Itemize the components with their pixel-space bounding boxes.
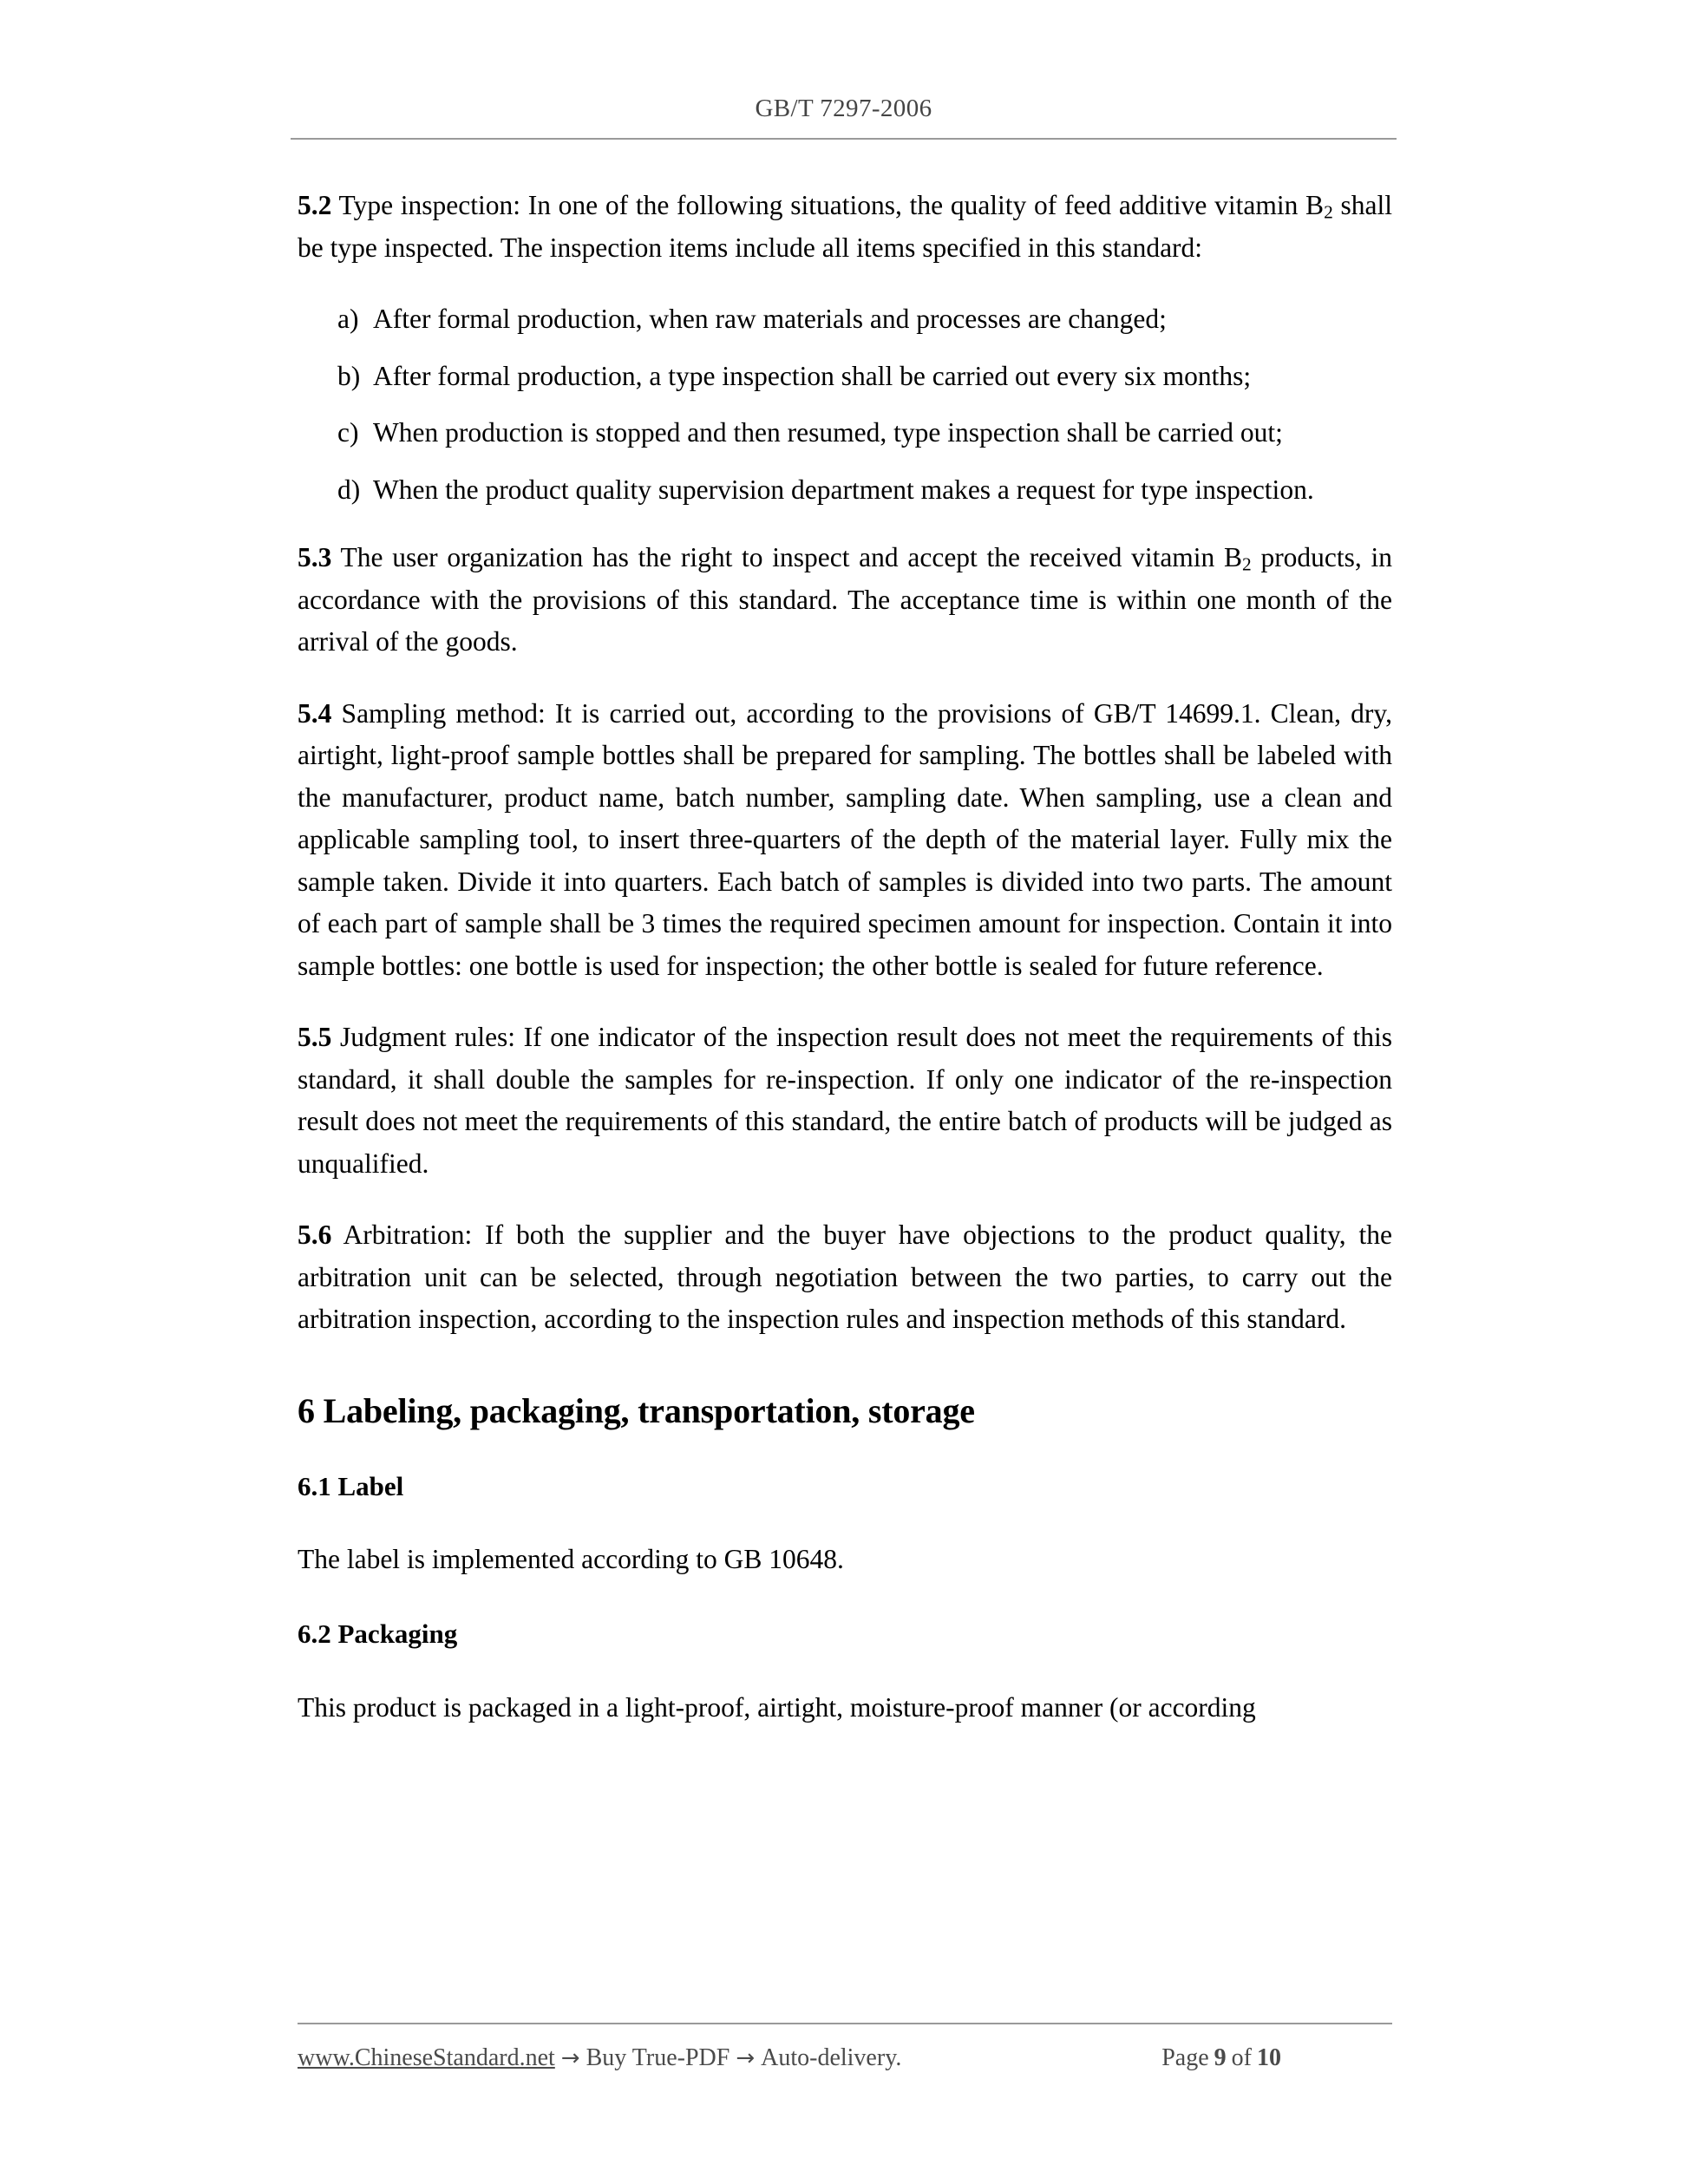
list-item-text-c: When production is stopped and then resumed, type inspection shall be carried out; (373, 417, 1283, 448)
list-item (298, 298, 1392, 341)
section-heading-6: 6 Labeling, packaging, transportation, storage (298, 1390, 975, 1430)
section-number-5-5: 5.5 (298, 1022, 332, 1052)
paragraph-5-5-text: Judgment rules: If one indicator of the inspection result does not meet the requirements of this standard, it shall double the samples for re-inspection. If only one indicator of the re-inspection result does not meet the requirements of this standard, the entire batch of products will be judged as unqualified. (298, 1022, 1392, 1179)
total-page-number: 10 (1257, 2044, 1281, 2071)
footer-promo (298, 2043, 901, 2073)
page-label: Page (1161, 2044, 1209, 2071)
list-item (298, 469, 1392, 512)
paragraph-5-2 (298, 185, 1392, 269)
current-page-number: 9 (1214, 2044, 1227, 2071)
arrow-right-icon: → (736, 2045, 756, 2071)
subscript-2-b: 2 (1242, 553, 1252, 575)
header-divider (291, 138, 1397, 140)
chinesestandard-link[interactable]: www.ChineseStandard.net (298, 2044, 555, 2071)
paragraph-5-4 (298, 693, 1392, 988)
footer-divider (298, 2023, 1392, 2024)
list-marker-a: a) (337, 304, 359, 334)
paragraph-5-2-text-a: Type inspection: In one of the following situations, the quality of feed additive vitamin B (331, 190, 1325, 220)
page-of-label: of (1231, 2044, 1252, 2071)
footer-content (298, 2043, 1392, 2073)
paragraph-5-5 (298, 1017, 1392, 1185)
list-item (298, 412, 1392, 454)
page-footer (298, 2023, 1392, 2073)
section-number-5-2: 5.2 (298, 190, 332, 220)
subscript-2-a: 2 (1324, 201, 1333, 223)
document-body (298, 185, 1392, 1765)
paragraph-5-3-text-a: The user organization has the right to inspect and accept the received vitamin B (331, 542, 1243, 572)
paragraph-5-6 (298, 1214, 1392, 1341)
list-marker-b: b) (337, 360, 361, 391)
section-number-5-6: 5.6 (298, 1220, 332, 1250)
paragraph-5-6-text: Arbitration: If both the supplier and the buyer have objections to the product quality, the arbitration unit can be selected, through negotiation between the two parties, to carry out the arbitration inspection, according to the inspection rules and inspection methods of this standard. (298, 1220, 1392, 1334)
paragraph-6-2: This product is packaged in a light-proof, airtight, moisture-proof manner (or according (298, 1691, 1256, 1723)
list-marker-c: c) (337, 417, 359, 448)
page-indicator (1161, 2043, 1392, 2073)
paragraph-5-4-text: Sampling method: It is carried out, according to the provisions of GB/T 14699.1. Clean, dry, airtight, light-proof sample bottles shall be prepared for sampling. The bottles shall be labeled with the manufacturer, product name, batch number, sampling date. When sampling, use a clean and applicable sampling tool, to insert three-quarters of the depth of the material layer. Fully mix the sample taken. Divide it into quarters. Each batch of samples is divided into two parts. The amount of each part of sample shall be 3 times the required specimen amount for inspection. Contain it into sample bottles: one bottle is used for inspection; the other bottle is sealed for future reference. (298, 697, 1392, 981)
section-number-5-3: 5.3 (298, 542, 332, 572)
list-item-text-a: After formal production, when raw materials and processes are changed; (373, 304, 1167, 334)
footer-delivery-text: Auto-delivery. (761, 2044, 902, 2071)
paragraph-5-2-text-b: shall be type inspected. The inspection items include all items specified in this standard: (298, 190, 1392, 263)
paragraph-6-1: The label is implemented according to GB 10648. (298, 1543, 844, 1574)
paragraph-5-3-text-b: products, in accordance with the provisions of this standard. The acceptance time is within one month of the arrival of the goods. (298, 542, 1393, 657)
inspection-situations-list (298, 298, 1392, 511)
subsection-heading-6-1: 6.1 Label (298, 1470, 404, 1501)
list-item-text-d: When the product quality supervision department makes a request for type inspection. (373, 474, 1314, 505)
list-marker-d: d) (337, 474, 361, 505)
page-header (291, 94, 1397, 140)
standard-code-title: GB/T 7297-2006 (755, 95, 932, 122)
list-item-text-b: After formal production, a type inspection shall be carried out every six months; (373, 360, 1252, 391)
paragraph-5-3 (298, 537, 1392, 664)
section-number-5-4: 5.4 (298, 697, 332, 729)
list-item (298, 356, 1392, 398)
footer-buy-text: Buy True-PDF (586, 2044, 730, 2071)
subsection-heading-6-2: 6.2 Packaging (298, 1618, 458, 1650)
arrow-right-icon: → (560, 2045, 580, 2071)
